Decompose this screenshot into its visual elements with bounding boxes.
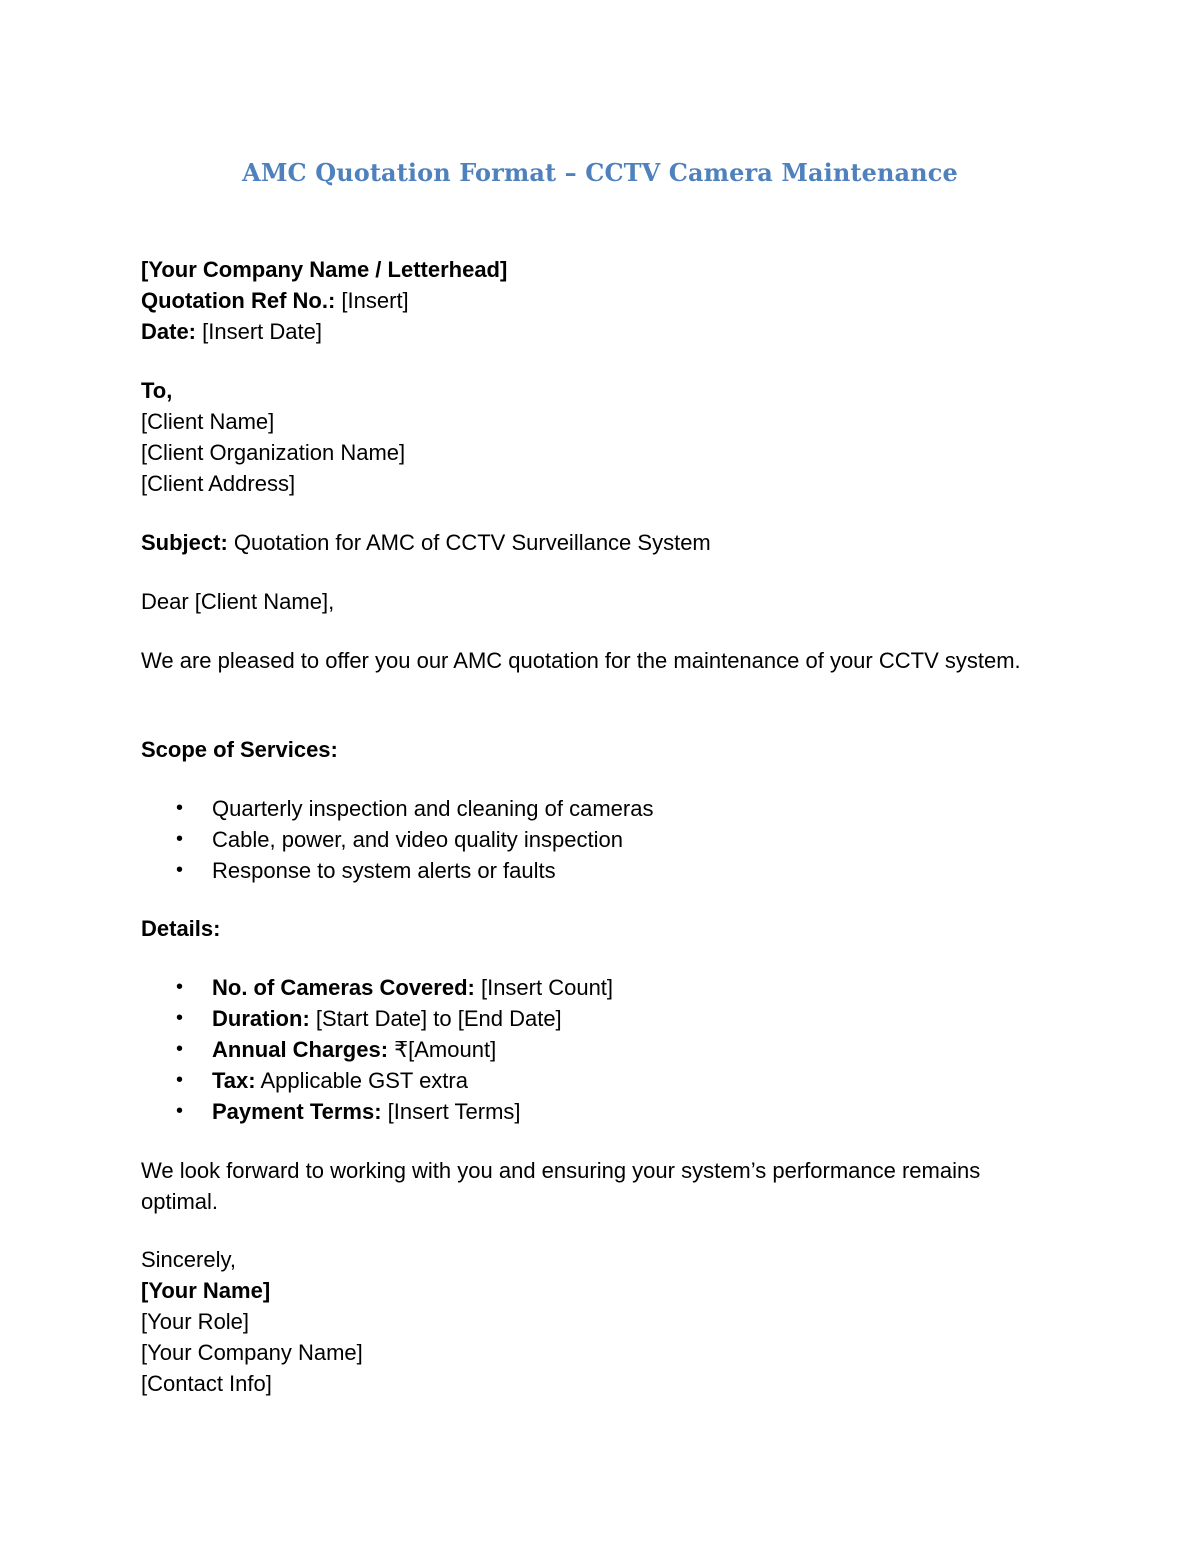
signer-company: [Your Company Name]	[141, 1340, 363, 1365]
to-label: To,	[141, 378, 173, 403]
company-letterhead: [Your Company Name / Letterhead]	[141, 257, 508, 282]
details-list	[141, 972, 1061, 1127]
greeting: Dear [Client Name],	[141, 589, 335, 614]
bullet-icon: •	[176, 1007, 184, 1029]
sign-off: Sincerely,	[141, 1247, 236, 1272]
date-label: Date:	[141, 319, 197, 344]
bullet-icon: •	[176, 1038, 184, 1060]
quotation-ref-label: Quotation Ref No.:	[141, 288, 336, 313]
client-address: [Client Address]	[141, 471, 296, 496]
bullet-icon: •	[176, 976, 184, 998]
intro-paragraph: We are pleased to offer you our AMC quotation for the maintenance of your CCTV system.	[141, 648, 1021, 673]
subject-label: Subject:	[141, 530, 228, 555]
subject-line	[141, 527, 1061, 558]
document-title: AMC Quotation Format – CCTV Camera Maintenance	[242, 158, 958, 187]
quotation-ref-value: [Insert]	[335, 288, 409, 313]
details-list-block	[141, 972, 1061, 1127]
list-item: • Annual Charges: ₹[Amount]	[141, 1034, 1061, 1065]
client-name: [Client Name]	[141, 409, 275, 434]
list-item: • Cable, power, and video quality inspection	[141, 824, 1061, 855]
date-value: [Insert Date]	[196, 319, 322, 344]
list-item: • Payment Terms: [Insert Terms]	[141, 1096, 1061, 1127]
quotation-date	[141, 316, 1061, 347]
signer-contact: [Contact Info]	[141, 1371, 272, 1396]
closing-paragraph: We look forward to working with you and ensuring your system’s performance remains optimal.	[141, 1158, 981, 1214]
list-item: • Response to system alerts or faults	[141, 855, 1061, 886]
bullet-icon: •	[176, 828, 184, 850]
quotation-ref	[141, 285, 1061, 316]
letterhead-block	[141, 254, 1061, 347]
scope-list-block	[141, 793, 1061, 886]
scope-list	[141, 793, 1061, 886]
signer-role: [Your Role]	[141, 1309, 250, 1334]
subject-value: Quotation for AMC of CCTV Surveillance System	[227, 530, 711, 555]
signer-name: [Your Name]	[141, 1278, 271, 1303]
list-item: • Quarterly inspection and cleaning of cameras	[141, 793, 1061, 824]
list-item: • No. of Cameras Covered: [Insert Count]	[141, 972, 1061, 1003]
bullet-icon: •	[176, 1069, 184, 1091]
bullet-icon: •	[176, 859, 184, 881]
details-heading: Details:	[141, 916, 221, 941]
list-item: • Tax: Applicable GST extra	[141, 1065, 1061, 1096]
signature-block	[141, 1244, 1061, 1399]
bullet-icon: •	[176, 1100, 184, 1122]
bullet-icon: •	[176, 797, 184, 819]
client-organization: [Client Organization Name]	[141, 440, 406, 465]
list-item: • Duration: [Start Date] to [End Date]	[141, 1003, 1061, 1034]
scope-heading: Scope of Services:	[141, 737, 338, 762]
recipient-block	[141, 375, 1061, 499]
